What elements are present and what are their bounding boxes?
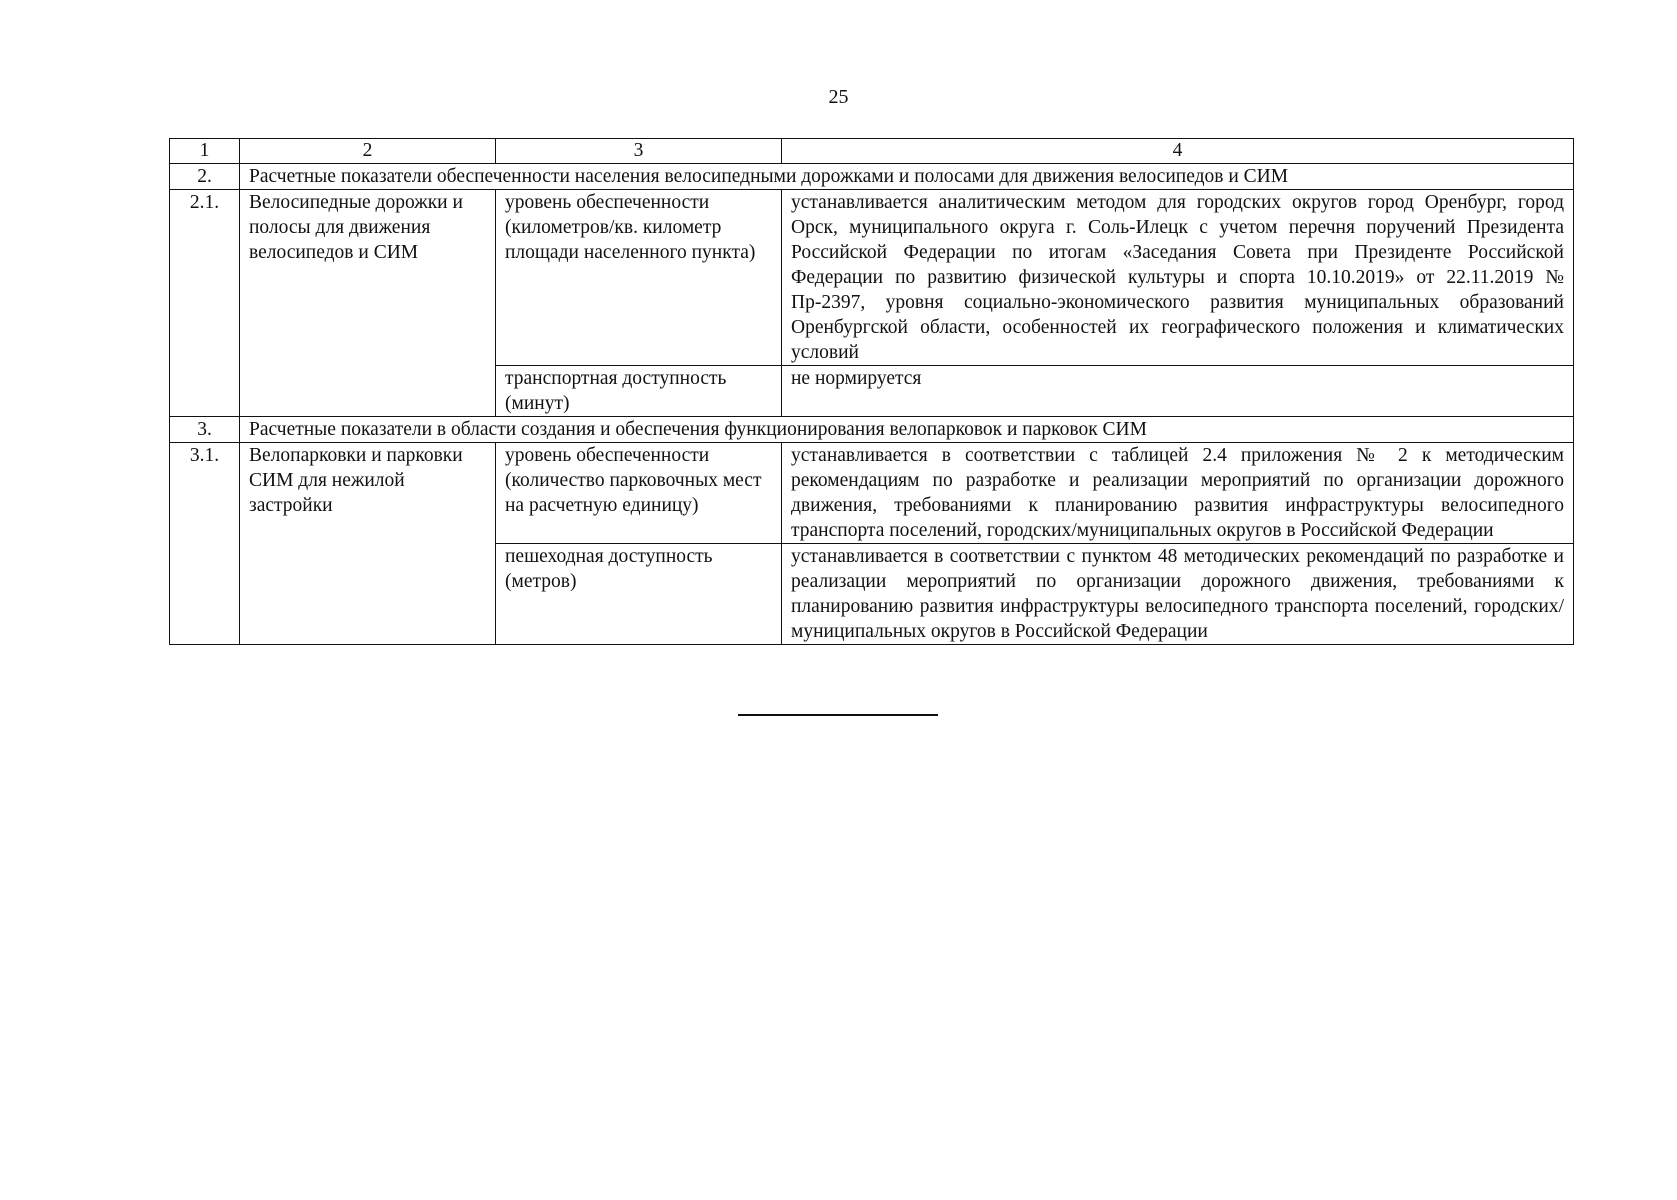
table-row-3-1-a [170, 443, 1574, 544]
header-col-3: 3 [496, 139, 782, 164]
page-number: 25 [828, 86, 849, 108]
section-row-3 [170, 417, 1574, 443]
row-3-1-indicator-2-value: устанавливается в соответствии с пунктом 48 методических рекомендаций по разработке и реализации мероприятий по организации дорожного движения, требованиями к планированию развития инфраструктуры велосипедного транспорта поселений, городских/муниципальных округов в Российской Федерации [782, 544, 1574, 645]
section-2-number: 2. [170, 164, 240, 190]
row-2-1-object: Велосипедные дорожки и полосы для движения велосипедов и СИМ [240, 190, 496, 417]
row-2-1-number: 2.1. [170, 190, 240, 417]
document-end-divider [738, 714, 938, 716]
section-2-title: Расчетные показатели обеспеченности населения велосипедными дорожками и полосами для движения велосипедов и СИМ [240, 164, 1574, 190]
row-3-1-indicator-1-value: устанавливается в соответствии с таблицей 2.4 приложения № 2 к методическим рекомендациям по разработке и реализации мероприятий по организации дорожного движения, требованиями к планированию развития инфраструктуры велосипедного транспорта поселений, городских/муниципальных округов в Российской Федерации [782, 443, 1574, 544]
row-3-1-indicator-1-name: уровень обеспеченности (количество парковочных мест на расчетную единицу) [496, 443, 782, 544]
header-col-4: 4 [782, 139, 1574, 164]
row-2-1-indicator-2-value: не нормируется [782, 366, 1574, 417]
row-3-1-object: Велопарковки и парковки СИМ для нежилой застройки [240, 443, 496, 645]
row-2-1-indicator-1-name: уровень обеспеченности (километров/кв. километр площади населенного пункта) [496, 190, 782, 366]
row-3-1-number: 3.1. [170, 443, 240, 645]
row-2-1-indicator-2-name: транспортная доступность (минут) [496, 366, 782, 417]
standards-table [169, 138, 1574, 645]
header-col-2: 2 [240, 139, 496, 164]
section-3-title: Расчетные показатели в области создания и обеспечения функционирования велопарковок и парковок СИМ [240, 417, 1574, 443]
table-header-row [170, 139, 1574, 164]
section-3-number: 3. [170, 417, 240, 443]
table-row-2-1-a [170, 190, 1574, 366]
row-2-1-indicator-1-value: устанавливается аналитическим методом для городских округов город Оренбург, город Орск, муниципального округа г. Соль-Илецк с учетом перечня поручений Президента Российской Федерации по итогам «Заседания Совета при Президенте Российской Федерации по развитию физической культуры и спорта 10.10.2019» от 22.11.2019 № Пр-2397, уровня социально-экономического развития муниципальных образований Оренбургской области, особенностей их географического положения и климатических условий [782, 190, 1574, 366]
row-3-1-indicator-2-name: пешеходная доступность (метров) [496, 544, 782, 645]
section-row-2 [170, 164, 1574, 190]
header-col-1: 1 [170, 139, 240, 164]
